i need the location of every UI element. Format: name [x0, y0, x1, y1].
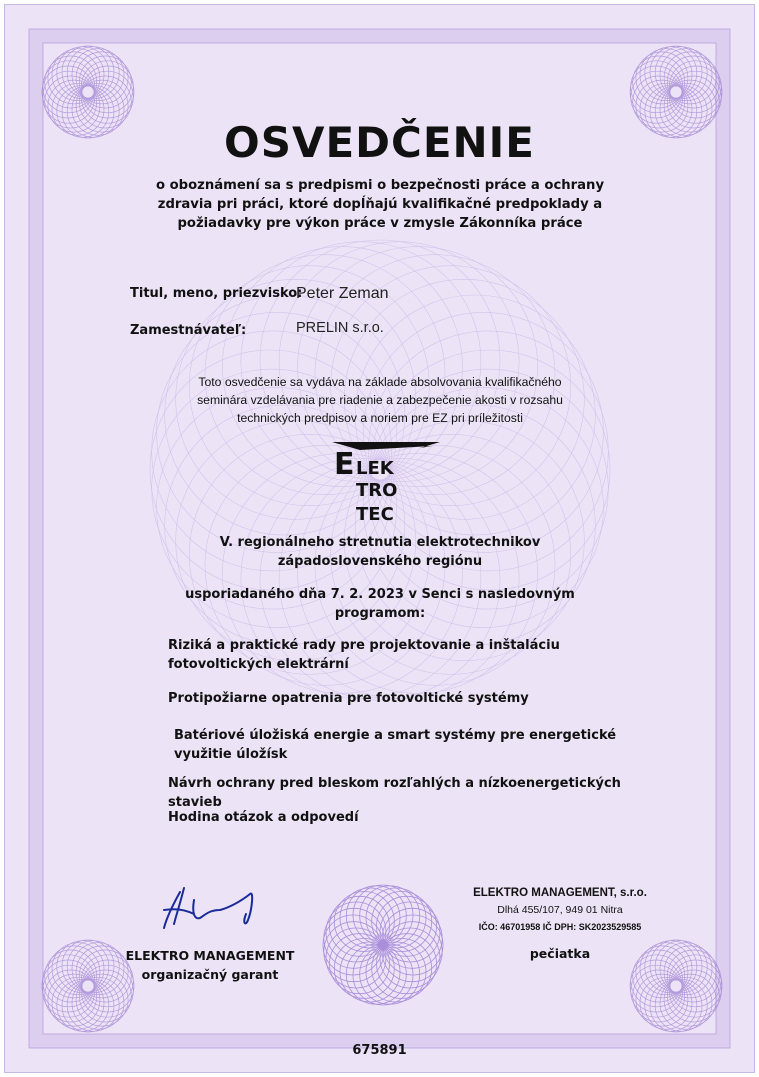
- logo-letter-e: E: [334, 447, 355, 482]
- logo-line-2: TRO: [356, 480, 398, 501]
- certificate-subtitle: o oboznámení sa s predpismi o bezpečnosti práce a ochrany zdravia pri práci, ktoré dopĺňajú kvalifikačné predpoklady a požiadavky pre výkon práce v zmysle Zákonníka práce: [155, 178, 605, 231]
- stamp-label: pečiatka: [529, 946, 591, 961]
- program-item: Hodina otázok a odpovedí: [168, 810, 359, 825]
- name-label: Titul, meno, priezvisko:: [130, 286, 303, 301]
- company-name: ELEKTRO MANAGEMENT, s.r.o.: [473, 887, 647, 899]
- bottom-guilloche: [323, 885, 443, 1005]
- employer-value: PRELIN s.r.o.: [296, 320, 384, 336]
- program-item: Batériové úložiská energie a smart systémy pre energetické využitie úložísk: [174, 728, 617, 762]
- corner-rosette-bottom-right: [630, 940, 722, 1032]
- event-organized: usporiadaného dňa 7. 2. 2023 v Senci s nasledovným programom:: [185, 587, 575, 621]
- company-ids: IČO: 46701958 IČ DPH: SK2023529585: [478, 922, 642, 932]
- event-name: V. regionálneho stretnutia elektrotechnikov západoslovenského regiónu: [219, 535, 541, 569]
- company-address: Dlhá 455/107, 949 01 Nitra: [497, 904, 623, 916]
- certificate-title: OSVEDČENIE: [224, 118, 535, 167]
- name-value: Peter Zeman: [296, 285, 389, 302]
- program-item: Protipožiarne opatrenia pre fotovoltické systémy: [168, 691, 529, 706]
- elektrotec-logo: [320, 438, 450, 528]
- program-item: Návrh ochrany pred bleskom rozľahlých a nízkoenergetických stavieb: [168, 776, 621, 810]
- signature: [150, 880, 270, 940]
- logo-line-3: TEC: [356, 504, 394, 525]
- organizer-block: [120, 946, 300, 984]
- program-item: Riziká a praktické rady pre projektovanie a inštaláciu fotovoltických elektrární: [168, 638, 560, 672]
- logo-line-1: LEK: [356, 458, 394, 479]
- organizer-name: ELEKTRO MANAGEMENT: [125, 948, 295, 963]
- organizer-role: organizačný garant: [141, 967, 279, 982]
- serial-number: 675891: [352, 1043, 407, 1058]
- company-stamp-block: [460, 885, 660, 936]
- employer-label: Zamestnávateľ:: [130, 323, 247, 338]
- certificate-description: Toto osvedčenie sa vydáva na základe absolvovania kvalifikačného seminára vzdelávania pre riadenie a zabezpečenie akosti v rozsahu technických predpisov a noriem pre EZ pri príležitosti: [197, 375, 563, 425]
